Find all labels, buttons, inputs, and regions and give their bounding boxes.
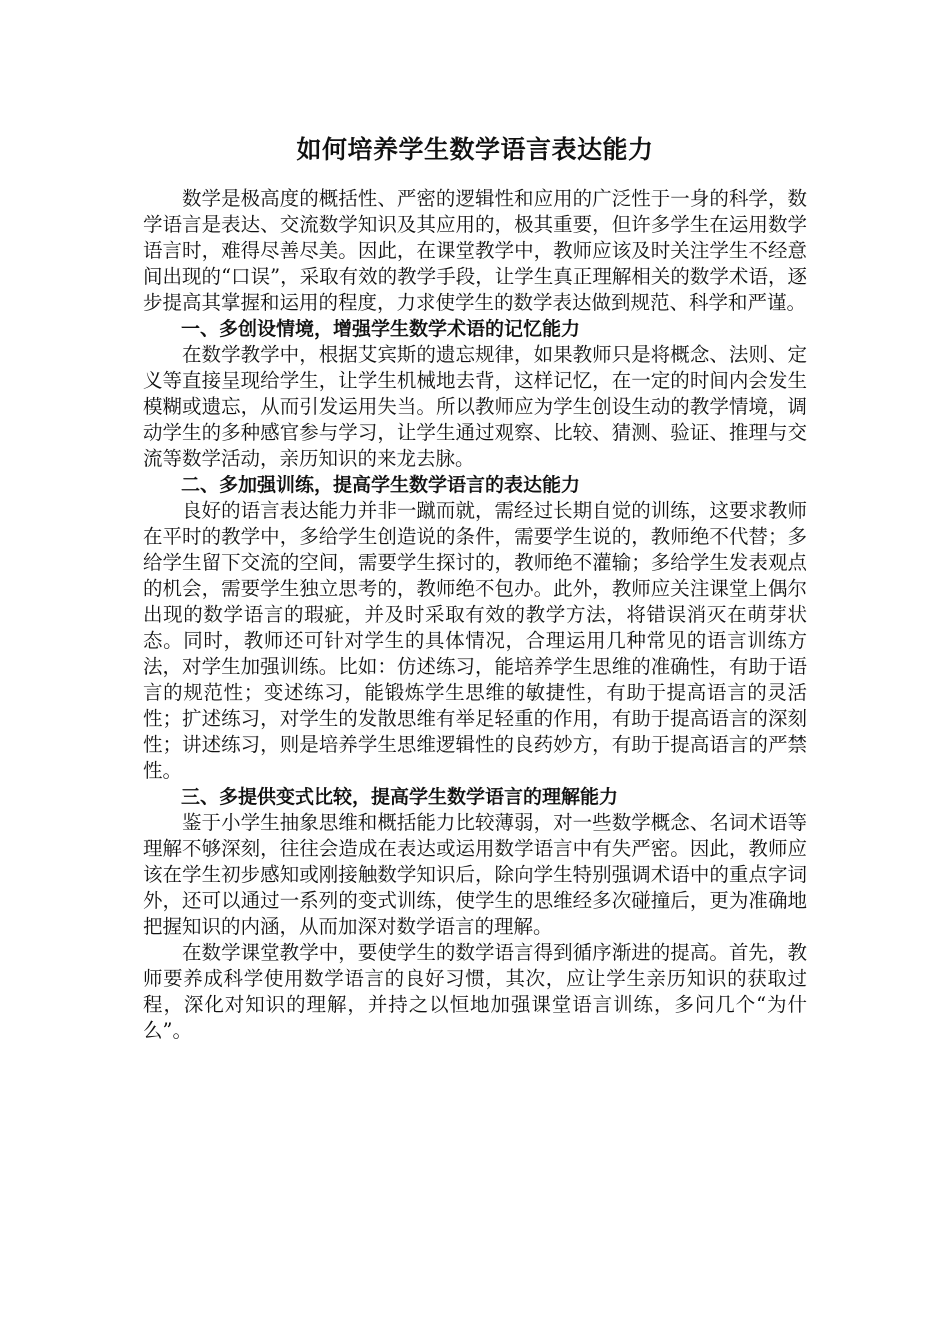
section-heading-2: 二、多加强训练，提高学生数学语言的表达能力: [181, 474, 581, 496]
section-body-1: 在数学教学中，根据艾宾斯的遗忘规律，如果教师只是将概念、法则、定义等直接呈现给学生，让学生机械地去背，这样记忆，在一定的时间内会发生模糊或遗忘，从而引发运用失当。所以教师应为学生创设生动的教学情境，调动学生的多种感官参与学习，让学生通过观察、比较、猜测、验证、推理与交流等数学活动，亲历知识的来龙去脉。: [143, 343, 807, 470]
intro-paragraph: 数学是极高度的概括性、严密的逻辑性和应用的广泛性于一身的科学，数学语言是表达、交流数学知识及其应用的，极其重要，但许多学生在运用数学语言时，难得尽善尽美。因此，在课堂教学中，教师应该及时关注学生不经意间出现的“口误”，采取有效的教学手段，让学生真正理解相关的数学术语，逐步提高其掌握和运用的程度，力求使学生的数学表达做到规范、科学和严谨。: [143, 187, 807, 314]
section-body-3: 鉴于小学生抽象思维和概括能力比较薄弱，对一些数学概念、名词术语等理解不够深刻，往往会造成在表达或运用数学语言中有失严密。因此，教师应该在学生初步感知或刚接触数学知识后，除向学生特别强调术语中的重点字词外，还可以通过一系列的变式训练，使学生的思维经多次碰撞后，更为准确地把握知识的内涵，从而加深对数学语言的理解。: [143, 811, 807, 938]
conclusion-paragraph: 在数学课堂教学中，要使学生的数学语言得到循序渐进的提高。首先，教师要养成科学使用数学语言的良好习惯，其次，应让学生亲历知识的获取过程，深化对知识的理解，并持之以恒地加强课堂语言训练，多问几个“为什么”。: [143, 941, 807, 1042]
document-title: 如何培养学生数学语言表达能力: [296, 135, 654, 164]
section-heading-3: 三、多提供变式比较，提高学生数学语言的理解能力: [181, 786, 619, 808]
section-heading-1: 一、多创设情境，增强学生数学术语的记忆能力: [181, 318, 581, 340]
section-body-2: 良好的语言表达能力并非一蹴而就，需经过长期自觉的训练，这要求教师在平时的教学中，多给学生创造说的条件，需要学生说的，教师绝不代替；多给学生留下交流的空间，需要学生探讨的，教师绝不灌输；多给学生发表观点的机会，需要学生独立思考的，教师绝不包办。此外，教师应关注课堂上偶尔出现的数学语言的瑕疵，并及时采取有效的教学方法，将错误消灭在萌芽状态。同时，教师还可针对学生的具体情况，合理运用几种常见的语言训练方法，对学生加强训练。比如：仿述练习，能培养学生思维的准确性，有助于语言的规范性；变述练习，能锻炼学生思维的敏捷性，有助于提高语言的灵活性；扩述练习，对学生的发散思维有举足轻重的作用，有助于提高语言的深刻性；讲述练习，则是培养学生思维逻辑性的良药妙方，有助于提高语言的严禁性。: [143, 499, 807, 782]
document-page: [143, 128, 807, 1044]
